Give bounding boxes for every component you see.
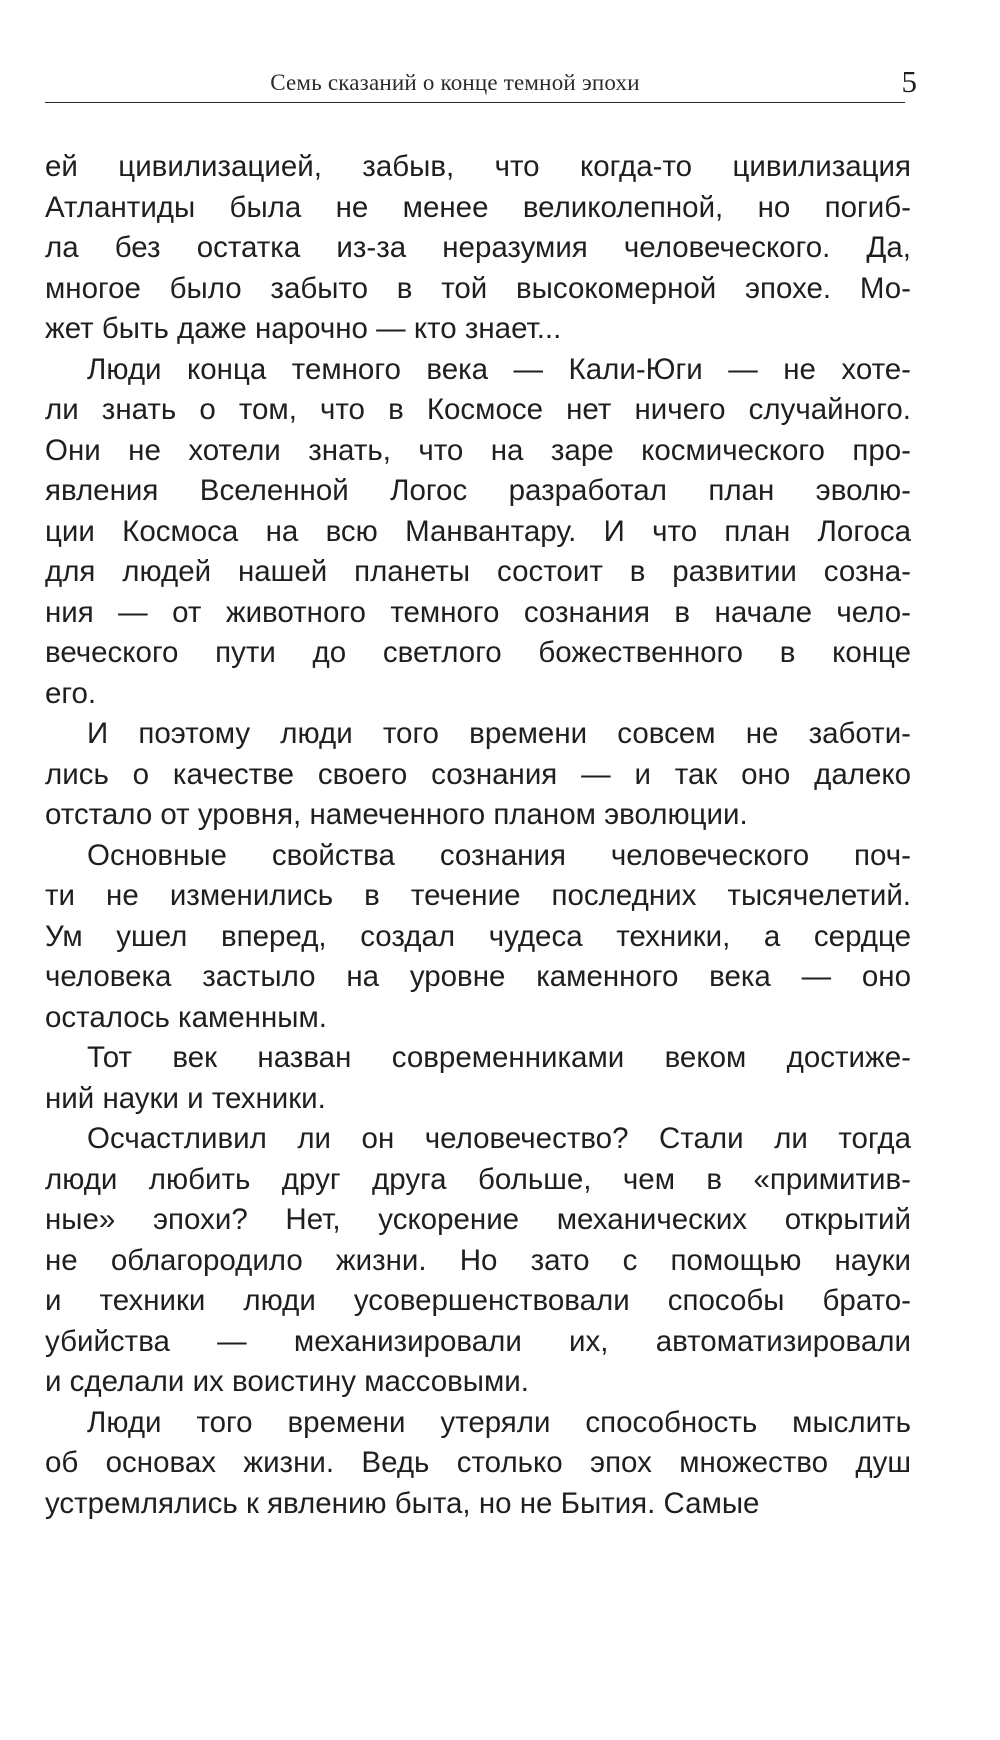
text-line: и техники люди усовершенствовали способы брато- [45, 1284, 911, 1317]
running-title: Семь сказаний о конце темной эпохи [270, 70, 640, 95]
text-line: ти не изменились в течение последних тысячелетий. [45, 879, 911, 912]
paragraph [45, 147, 911, 350]
text-line: Атлантиды была не менее великолепной, но погиб- [45, 190, 911, 224]
running-head [45, 62, 917, 112]
text-line: осталось каменным. [45, 1000, 327, 1034]
text-line: многое было забыто в той высокомерной эпохе. Мо- [45, 271, 911, 305]
text-line: ний науки и техники. [45, 1081, 326, 1115]
text-line: об основах жизни. Ведь столько эпох множество душ [45, 1446, 911, 1479]
text-line: Люди конца темного века — Кали-Юги — не хоте- [87, 352, 911, 386]
paragraph [45, 714, 911, 836]
paragraph [45, 1038, 911, 1119]
text-line: Люди того времени утеряли способность мыслить [87, 1405, 911, 1439]
text-line: ные» эпохи? Нет, ускорение механических открытий [45, 1203, 911, 1236]
header-rule [45, 102, 905, 103]
text-line: его. [45, 676, 97, 710]
text-line: убийства — механизировали их, автоматизировали [45, 1324, 911, 1358]
text-line: ли знать о том, что в Космосе нет ничего случайного. [45, 393, 911, 426]
body-text [45, 147, 911, 1524]
text-line: Осчастливил ли он человечество? Стали ли тогда [87, 1122, 911, 1155]
text-line: человека застыло на уровне каменного века — оно [45, 960, 911, 993]
text-line: Основные свойства сознания человеческого поч- [87, 838, 911, 872]
paragraph [45, 1403, 911, 1525]
text-line: жет быть даже нарочно — кто знает... [45, 312, 562, 345]
paragraph [45, 836, 911, 1039]
text-line: не облагородило жизни. Но зато с помощью науки [45, 1243, 911, 1277]
page-number: 5 [901, 64, 917, 99]
text-line: и сделали их воистину массовыми. [45, 1365, 529, 1398]
text-line: ния — от животного темного сознания в начале чело- [45, 595, 911, 629]
paragraph [45, 1119, 911, 1403]
text-line: лись о качестве своего сознания — и так оно далеко [45, 757, 911, 791]
text-line: И поэтому люди того времени совсем не заботи- [87, 717, 911, 750]
text-line: ла без остатка из-за неразумия человеческого. Да, [45, 231, 911, 264]
text-line: Тот век назван современниками веком достиже- [87, 1041, 911, 1074]
paragraph [45, 350, 911, 715]
text-line: устремлялись к явлению быта, но не Бытия. Самые [45, 1486, 760, 1520]
text-line: Ум ушел вперед, создал чудеса техники, а сердце [45, 919, 911, 953]
text-line: для людей нашей планеты состоит в развитии созна- [45, 555, 911, 588]
text-line: ей цивилизацией, забыв, что когда-то цивилизация [45, 150, 911, 183]
text-line: Они не хотели знать, что на заре космического про- [45, 433, 911, 467]
text-line: люди любить друг друга больше, чем в «примитив- [45, 1162, 911, 1196]
text-line: отстало от уровня, намеченного планом эволюции. [45, 798, 748, 831]
text-line: веческого пути до светлого божественного в конце [45, 636, 911, 669]
text-line: явления Вселенной Логос разработал план эволю- [45, 474, 911, 507]
text-line: ции Космоса на всю Манвантару. И что план Логоса [45, 514, 911, 548]
